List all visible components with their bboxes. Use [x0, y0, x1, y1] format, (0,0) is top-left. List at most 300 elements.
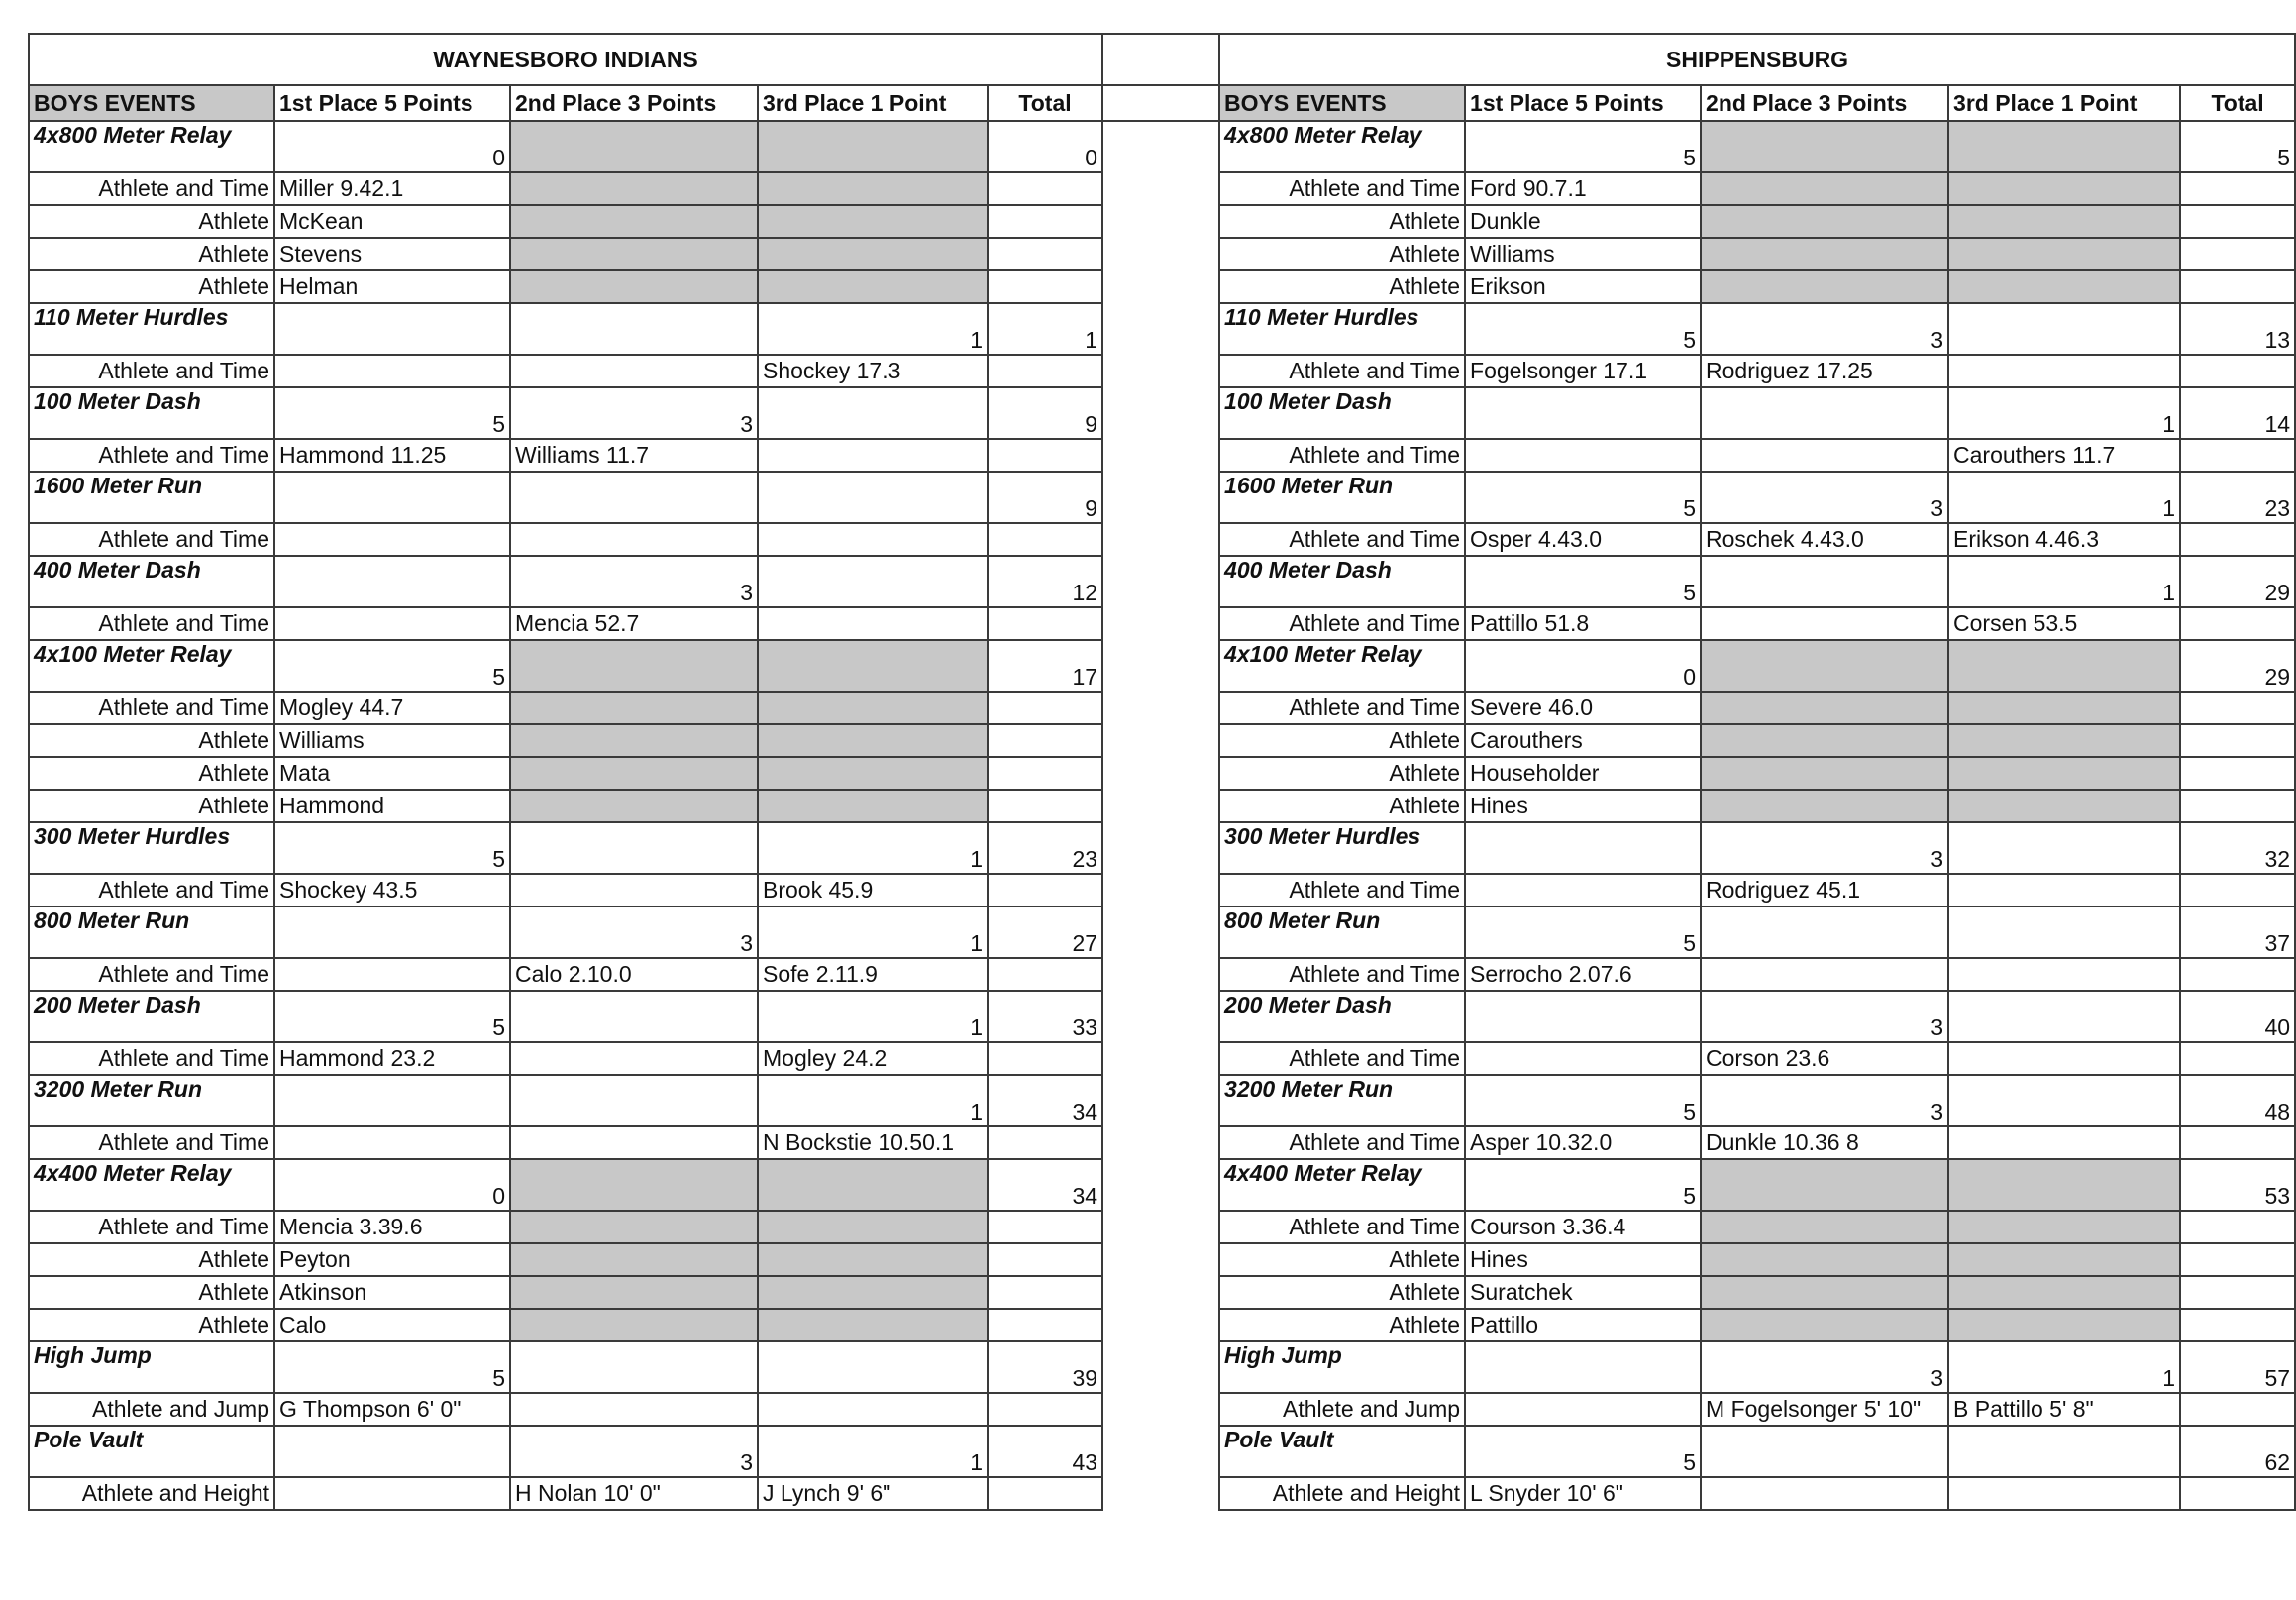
place-points — [758, 1341, 988, 1393]
place-points — [274, 303, 510, 355]
athlete-result: Courson 3.36.4 — [1465, 1211, 1701, 1243]
athlete-result — [1948, 172, 2180, 205]
place-points — [758, 556, 988, 607]
header-2nd-place: 2nd Place 3 Points — [510, 85, 758, 121]
athlete-row — [29, 270, 2295, 303]
athlete-result — [758, 607, 988, 640]
column-gap — [1102, 607, 1219, 640]
header-1st-place: 1st Place 5 Points — [1465, 85, 1701, 121]
athlete-result — [1948, 692, 2180, 724]
running-total: 23 — [2180, 472, 2295, 523]
place-points — [274, 556, 510, 607]
event-name: 110 Meter Hurdles — [29, 303, 274, 355]
athlete-result: Mogley 44.7 — [274, 692, 510, 724]
event-name: 1600 Meter Run — [1219, 472, 1465, 523]
athlete-row — [29, 439, 2295, 472]
place-points: 3 — [1701, 472, 1948, 523]
header-boys-events: BOYS EVENTS — [29, 85, 274, 121]
total-cell — [988, 1276, 1102, 1309]
athlete-label: Athlete and Time — [1219, 439, 1465, 472]
place-points — [758, 121, 988, 172]
athlete-result — [510, 757, 758, 790]
athlete-result — [1948, 205, 2180, 238]
place-points — [510, 991, 758, 1042]
column-gap — [1102, 757, 1219, 790]
column-gap — [1102, 556, 1219, 607]
place-points — [510, 1075, 758, 1126]
column-gap — [1102, 238, 1219, 270]
total-cell — [988, 692, 1102, 724]
athlete-result — [274, 958, 510, 991]
event-name: 110 Meter Hurdles — [1219, 303, 1465, 355]
athlete-result — [1701, 607, 1948, 640]
place-points — [1465, 1341, 1701, 1393]
column-gap — [1102, 1126, 1219, 1159]
event-name: 800 Meter Run — [1219, 907, 1465, 958]
event-row — [29, 121, 2295, 172]
athlete-result — [1701, 1211, 1948, 1243]
place-points: 5 — [274, 1341, 510, 1393]
athlete-row — [29, 238, 2295, 270]
athlete-result — [758, 1309, 988, 1341]
athlete-row — [29, 1477, 2295, 1510]
athlete-result — [274, 1477, 510, 1510]
place-points — [1465, 991, 1701, 1042]
place-points — [758, 472, 988, 523]
total-cell — [988, 790, 1102, 822]
athlete-result — [1701, 790, 1948, 822]
athlete-result — [758, 692, 988, 724]
place-points — [1701, 1159, 1948, 1211]
event-row — [29, 1426, 2295, 1477]
running-total: 1 — [988, 303, 1102, 355]
athlete-result: Williams 11.7 — [510, 439, 758, 472]
column-gap — [1102, 640, 1219, 692]
place-points — [1948, 1426, 2180, 1477]
total-cell — [988, 724, 1102, 757]
athlete-result: Corson 23.6 — [1701, 1042, 1948, 1075]
column-header-row — [29, 85, 2295, 121]
total-cell — [2180, 1393, 2295, 1426]
athlete-result: Pattillo — [1465, 1309, 1701, 1341]
athlete-result: Rodriguez 17.25 — [1701, 355, 1948, 387]
total-cell — [2180, 1126, 2295, 1159]
athlete-result: Helman — [274, 270, 510, 303]
header-2nd-place: 2nd Place 3 Points — [1701, 85, 1948, 121]
athlete-result: Calo 2.10.0 — [510, 958, 758, 991]
total-cell — [2180, 238, 2295, 270]
event-name: 100 Meter Dash — [29, 387, 274, 439]
athlete-result: Mata — [274, 757, 510, 790]
athlete-result — [1465, 1042, 1701, 1075]
place-points — [1948, 1075, 2180, 1126]
running-total: 34 — [988, 1075, 1102, 1126]
place-points: 1 — [758, 991, 988, 1042]
column-gap — [1102, 1075, 1219, 1126]
event-name: Pole Vault — [1219, 1426, 1465, 1477]
athlete-result: Hammond 11.25 — [274, 439, 510, 472]
place-points — [510, 121, 758, 172]
athlete-result: Hammond — [274, 790, 510, 822]
athlete-label: Athlete and Time — [29, 607, 274, 640]
athlete-label: Athlete and Time — [29, 1042, 274, 1075]
athlete-result: Mogley 24.2 — [758, 1042, 988, 1075]
athlete-result: N Bockstie 10.50.1 — [758, 1126, 988, 1159]
place-points — [1465, 822, 1701, 874]
athlete-result — [510, 523, 758, 556]
total-cell — [2180, 1477, 2295, 1510]
athlete-result — [1701, 1243, 1948, 1276]
athlete-label: Athlete — [1219, 1309, 1465, 1341]
running-total: 5 — [2180, 121, 2295, 172]
event-name: 200 Meter Dash — [29, 991, 274, 1042]
column-gap — [1102, 907, 1219, 958]
athlete-result: J Lynch 9' 6" — [758, 1477, 988, 1510]
athlete-label: Athlete — [1219, 724, 1465, 757]
athlete-row — [29, 874, 2295, 907]
athlete-result: Severe 46.0 — [1465, 692, 1701, 724]
athlete-result — [758, 172, 988, 205]
athlete-label: Athlete and Time — [1219, 874, 1465, 907]
athlete-label: Athlete and Time — [29, 1126, 274, 1159]
athlete-result — [510, 1393, 758, 1426]
athlete-result: G Thompson 6' 0" — [274, 1393, 510, 1426]
running-total: 9 — [988, 472, 1102, 523]
athlete-row — [29, 607, 2295, 640]
athlete-label: Athlete — [29, 724, 274, 757]
total-cell — [2180, 1211, 2295, 1243]
place-points — [758, 640, 988, 692]
athlete-result — [510, 172, 758, 205]
athlete-result — [1701, 172, 1948, 205]
place-points: 1 — [1948, 1341, 2180, 1393]
total-cell — [2180, 692, 2295, 724]
athlete-result: Suratchek — [1465, 1276, 1701, 1309]
place-points — [510, 303, 758, 355]
event-name: 400 Meter Dash — [1219, 556, 1465, 607]
athlete-result — [1948, 1309, 2180, 1341]
column-gap — [1102, 1341, 1219, 1393]
athlete-result — [1701, 692, 1948, 724]
header-spacer — [1102, 85, 1219, 121]
total-cell — [2180, 958, 2295, 991]
event-name: 4x400 Meter Relay — [1219, 1159, 1465, 1211]
column-gap — [1102, 121, 1219, 172]
place-points — [1948, 303, 2180, 355]
athlete-result — [1701, 1309, 1948, 1341]
athlete-result: Erikson — [1465, 270, 1701, 303]
running-total: 43 — [988, 1426, 1102, 1477]
athlete-label: Athlete — [29, 238, 274, 270]
athlete-result — [1948, 757, 2180, 790]
athlete-result — [1701, 238, 1948, 270]
total-cell — [988, 205, 1102, 238]
column-gap — [1102, 724, 1219, 757]
athlete-result: Shockey 17.3 — [758, 355, 988, 387]
place-points: 3 — [1701, 822, 1948, 874]
event-name: 4x800 Meter Relay — [1219, 121, 1465, 172]
place-points: 1 — [1948, 387, 2180, 439]
place-points: 1 — [758, 1075, 988, 1126]
total-cell — [2180, 270, 2295, 303]
event-row — [29, 1159, 2295, 1211]
place-points — [1948, 1159, 2180, 1211]
athlete-result: Pattillo 51.8 — [1465, 607, 1701, 640]
column-gap — [1102, 1042, 1219, 1075]
place-points: 5 — [274, 991, 510, 1042]
running-total: 34 — [988, 1159, 1102, 1211]
place-points: 1 — [758, 907, 988, 958]
athlete-result — [510, 724, 758, 757]
athlete-result — [1701, 1276, 1948, 1309]
total-cell — [2180, 523, 2295, 556]
athlete-result — [758, 1211, 988, 1243]
athlete-result — [510, 205, 758, 238]
column-gap — [1102, 472, 1219, 523]
athlete-result — [1948, 270, 2180, 303]
athlete-result — [274, 1126, 510, 1159]
running-total: 27 — [988, 907, 1102, 958]
athlete-result — [1701, 270, 1948, 303]
athlete-label: Athlete and Time — [1219, 1211, 1465, 1243]
place-points — [274, 907, 510, 958]
total-cell — [988, 439, 1102, 472]
place-points: 5 — [274, 822, 510, 874]
event-name: 100 Meter Dash — [1219, 387, 1465, 439]
athlete-result — [1701, 724, 1948, 757]
running-total: 29 — [2180, 556, 2295, 607]
running-total: 39 — [988, 1341, 1102, 1393]
running-total: 0 — [988, 121, 1102, 172]
header-3rd-place: 3rd Place 1 Point — [1948, 85, 2180, 121]
athlete-result — [510, 1309, 758, 1341]
athlete-result: Mencia 52.7 — [510, 607, 758, 640]
athlete-result — [1948, 724, 2180, 757]
column-gap — [1102, 1309, 1219, 1341]
event-name: 200 Meter Dash — [1219, 991, 1465, 1042]
athlete-result — [1701, 757, 1948, 790]
athlete-result — [1701, 205, 1948, 238]
athlete-result: Carouthers 11.7 — [1948, 439, 2180, 472]
total-cell — [2180, 1243, 2295, 1276]
team-title-row — [29, 34, 2295, 85]
athlete-result — [758, 724, 988, 757]
athlete-result: Rodriguez 45.1 — [1701, 874, 1948, 907]
place-points: 5 — [1465, 121, 1701, 172]
athlete-result — [758, 205, 988, 238]
team-name-shippensburg: SHIPPENSBURG — [1219, 34, 2295, 85]
place-points: 5 — [1465, 1075, 1701, 1126]
team-name-waynesboro: WAYNESBORO INDIANS — [29, 34, 1102, 85]
event-row — [29, 303, 2295, 355]
athlete-result — [1465, 1393, 1701, 1426]
athlete-label: Athlete — [29, 790, 274, 822]
athlete-label: Athlete — [29, 757, 274, 790]
athlete-label: Athlete and Time — [29, 874, 274, 907]
column-gap — [1102, 874, 1219, 907]
total-cell — [2180, 1309, 2295, 1341]
event-row — [29, 907, 2295, 958]
athlete-result — [510, 1243, 758, 1276]
event-name: 1600 Meter Run — [29, 472, 274, 523]
place-points: 5 — [1465, 472, 1701, 523]
place-points — [510, 640, 758, 692]
athlete-result: Williams — [274, 724, 510, 757]
place-points: 1 — [758, 1426, 988, 1477]
total-cell — [988, 1211, 1102, 1243]
athlete-label: Athlete and Time — [1219, 1126, 1465, 1159]
place-points — [510, 822, 758, 874]
athlete-result: Asper 10.32.0 — [1465, 1126, 1701, 1159]
total-cell — [988, 1243, 1102, 1276]
athlete-result — [1948, 958, 2180, 991]
event-name: 800 Meter Run — [29, 907, 274, 958]
place-points — [274, 1426, 510, 1477]
athlete-result — [1948, 1042, 2180, 1075]
place-points — [1701, 640, 1948, 692]
place-points — [1701, 121, 1948, 172]
running-total: 37 — [2180, 907, 2295, 958]
event-name: 3200 Meter Run — [1219, 1075, 1465, 1126]
column-gap — [1102, 205, 1219, 238]
athlete-row — [29, 692, 2295, 724]
total-cell — [2180, 724, 2295, 757]
score-sheet — [28, 33, 2291, 1511]
event-row — [29, 472, 2295, 523]
running-total: 40 — [2180, 991, 2295, 1042]
athlete-result — [758, 757, 988, 790]
athlete-label: Athlete — [1219, 1243, 1465, 1276]
place-points — [510, 1159, 758, 1211]
running-total: 13 — [2180, 303, 2295, 355]
total-cell — [988, 607, 1102, 640]
athlete-result: Shockey 43.5 — [274, 874, 510, 907]
event-name: 300 Meter Hurdles — [29, 822, 274, 874]
total-cell — [2180, 1276, 2295, 1309]
running-total: 48 — [2180, 1075, 2295, 1126]
event-name: High Jump — [29, 1341, 274, 1393]
total-cell — [988, 355, 1102, 387]
event-row — [29, 640, 2295, 692]
title-spacer — [1102, 34, 1219, 85]
athlete-result — [1701, 439, 1948, 472]
place-points: 5 — [1465, 1426, 1701, 1477]
athlete-label: Athlete and Time — [29, 439, 274, 472]
place-points: 3 — [1701, 1341, 1948, 1393]
header-total: Total — [988, 85, 1102, 121]
athlete-row — [29, 1309, 2295, 1341]
athlete-result — [1948, 1477, 2180, 1510]
event-row — [29, 1341, 2295, 1393]
column-gap — [1102, 790, 1219, 822]
athlete-result — [758, 238, 988, 270]
place-points: 1 — [758, 822, 988, 874]
athlete-label: Athlete — [29, 1309, 274, 1341]
athlete-row — [29, 790, 2295, 822]
place-points — [758, 1159, 988, 1211]
athlete-result: Williams — [1465, 238, 1701, 270]
place-points: 5 — [274, 640, 510, 692]
athlete-row — [29, 1276, 2295, 1309]
athlete-result — [510, 874, 758, 907]
athlete-result: Atkinson — [274, 1276, 510, 1309]
athlete-result — [274, 523, 510, 556]
athlete-result — [1465, 439, 1701, 472]
athlete-row — [29, 1042, 2295, 1075]
athlete-row — [29, 724, 2295, 757]
athlete-result — [758, 439, 988, 472]
event-row — [29, 556, 2295, 607]
athlete-result: Ford 90.7.1 — [1465, 172, 1701, 205]
place-points: 5 — [1465, 1159, 1701, 1211]
total-cell — [988, 1042, 1102, 1075]
place-points — [1701, 1426, 1948, 1477]
athlete-result: B Pattillo 5' 8" — [1948, 1393, 2180, 1426]
athlete-result — [1465, 874, 1701, 907]
place-points — [758, 387, 988, 439]
athlete-label: Athlete and Time — [1219, 607, 1465, 640]
total-cell — [988, 1477, 1102, 1510]
place-points: 1 — [758, 303, 988, 355]
athlete-result: Hammond 23.2 — [274, 1042, 510, 1075]
total-cell — [988, 1309, 1102, 1341]
athlete-result — [1948, 238, 2180, 270]
place-points — [274, 472, 510, 523]
athlete-result — [274, 355, 510, 387]
athlete-result — [1948, 1126, 2180, 1159]
athlete-label: Athlete and Time — [29, 1211, 274, 1243]
place-points — [1701, 556, 1948, 607]
total-cell — [2180, 874, 2295, 907]
athlete-result — [510, 692, 758, 724]
column-gap — [1102, 991, 1219, 1042]
event-name: 4x100 Meter Relay — [29, 640, 274, 692]
place-points: 0 — [274, 1159, 510, 1211]
column-gap — [1102, 1426, 1219, 1477]
place-points: 3 — [510, 387, 758, 439]
header-1st-place: 1st Place 5 Points — [274, 85, 510, 121]
athlete-result: Peyton — [274, 1243, 510, 1276]
athlete-result — [1701, 958, 1948, 991]
athlete-result: Carouthers — [1465, 724, 1701, 757]
place-points: 0 — [1465, 640, 1701, 692]
column-gap — [1102, 387, 1219, 439]
place-points — [510, 1341, 758, 1393]
athlete-result: Hines — [1465, 1243, 1701, 1276]
athlete-row — [29, 205, 2295, 238]
total-cell — [2180, 790, 2295, 822]
event-row — [29, 1075, 2295, 1126]
place-points: 0 — [274, 121, 510, 172]
column-gap — [1102, 1243, 1219, 1276]
event-row — [29, 822, 2295, 874]
total-cell — [2180, 757, 2295, 790]
athlete-label: Athlete and Time — [29, 958, 274, 991]
athlete-result — [1948, 790, 2180, 822]
place-points: 1 — [1948, 472, 2180, 523]
athlete-label: Athlete — [29, 205, 274, 238]
athlete-result: Corsen 53.5 — [1948, 607, 2180, 640]
athlete-label: Athlete and Jump — [29, 1393, 274, 1426]
athlete-result: Brook 45.9 — [758, 874, 988, 907]
column-gap — [1102, 1211, 1219, 1243]
athlete-result: H Nolan 10' 0" — [510, 1477, 758, 1510]
athlete-label: Athlete — [1219, 205, 1465, 238]
athlete-result — [758, 523, 988, 556]
athlete-label: Athlete and Time — [1219, 958, 1465, 991]
total-cell — [2180, 439, 2295, 472]
total-cell — [988, 1393, 1102, 1426]
